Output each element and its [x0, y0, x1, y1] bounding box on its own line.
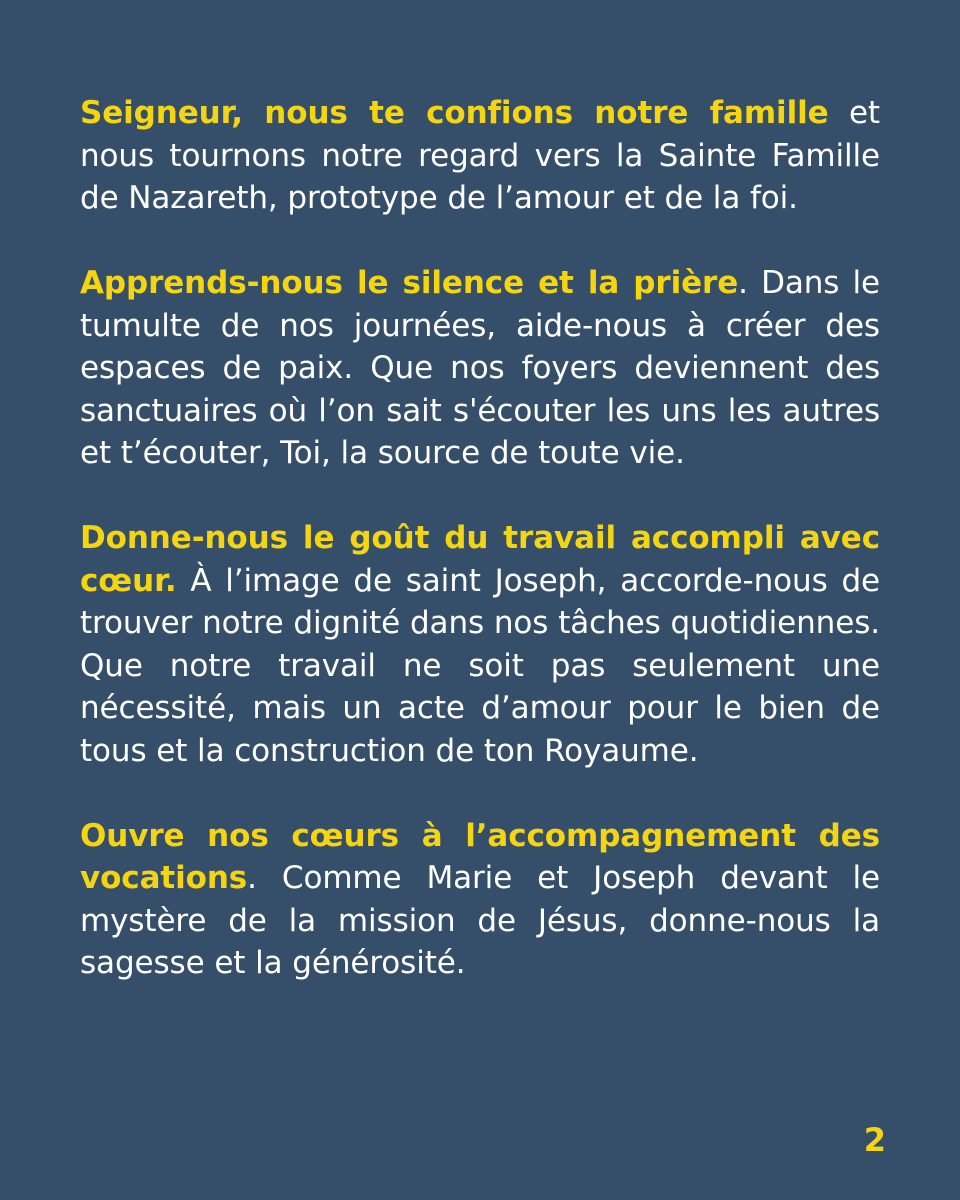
paragraph-family	[80, 92, 880, 220]
paragraph-highlight: Apprends-nous le silence et la prière	[80, 265, 739, 301]
paragraph-silence-prayer	[80, 262, 880, 475]
paragraph-highlight: Ouvre nos cœurs à l’accompagnement des vocations	[80, 817, 880, 896]
paragraph-body: À l’image de saint Joseph, accorde-nous de trouver notre dignité dans nos tâches quotidiennes. Que notre travail ne soit pas seulement une nécessité, mais un acte d’amour pour le bien de tous et la construction de ton Royaume.	[80, 562, 880, 769]
paragraph-vocations	[80, 815, 880, 985]
paragraph-body: . Comme Marie et Joseph devant le mystère de la mission de Jésus, donne-nous la sagesse et la générosité.	[80, 860, 880, 981]
prayer-text	[80, 92, 880, 985]
paragraph-highlight: Donne-nous le goût du travail accompli avec cœur.	[80, 520, 880, 599]
paragraph-body: et nous tournons notre regard vers la Sainte Famille de Nazareth, prototype de l’amour et de la foi.	[80, 95, 880, 216]
paragraph-highlight: Seigneur, nous te confions notre famille	[80, 95, 829, 131]
paragraph-body: . Dans le tumulte de nos journées, aide-nous à créer des espaces de paix. Que nos foyers deviennent des sanctuaires où l’on sait s'écouter les uns les autres et t’écouter, Toi, la source de toute vie.	[80, 265, 880, 471]
page-number: 2	[863, 1121, 886, 1159]
paragraph-work	[80, 517, 880, 772]
